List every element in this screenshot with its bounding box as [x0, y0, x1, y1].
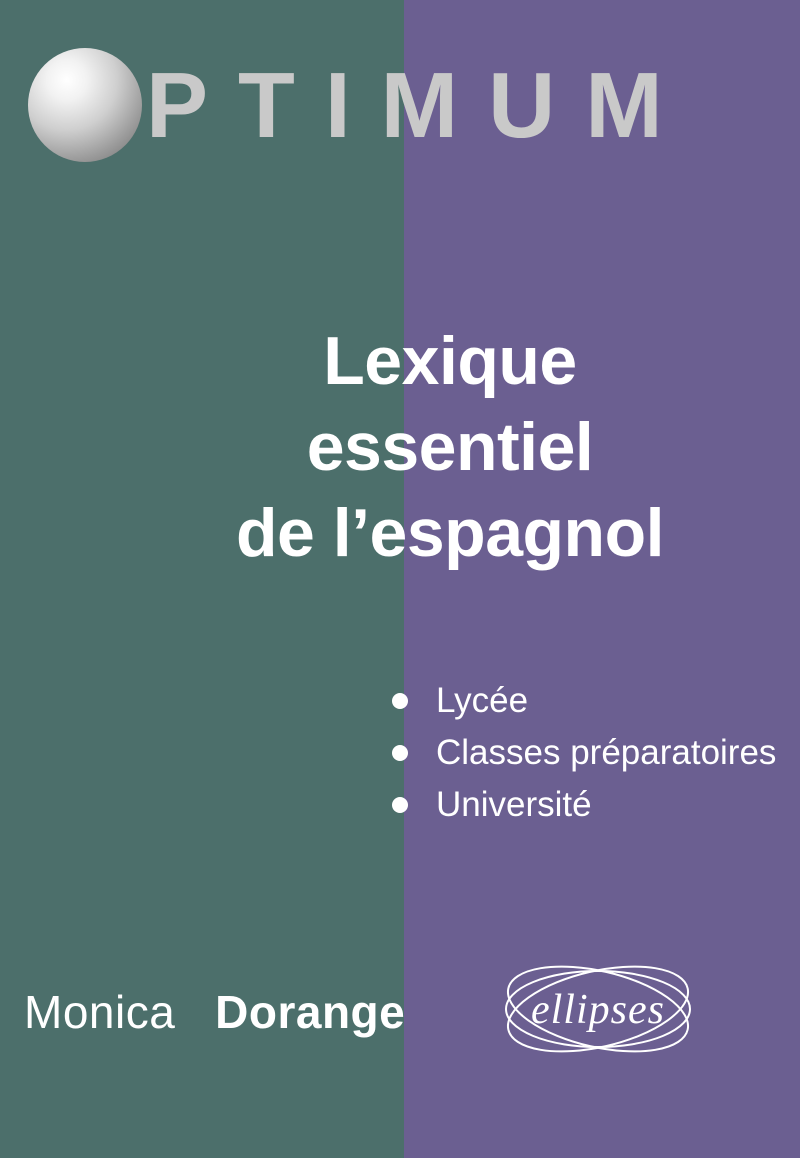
title-line-1: Lexique — [323, 323, 577, 399]
audience-label: Université — [436, 785, 592, 824]
author-first-name: Monica — [24, 986, 176, 1038]
title-line-3: de l’espagnol — [235, 495, 665, 571]
list-item — [392, 675, 792, 727]
audience-label: Lycée — [436, 681, 529, 720]
page-title — [130, 318, 770, 576]
title-line-2: essentiel — [306, 409, 594, 485]
author-name — [24, 985, 405, 1039]
publisher-name: ellipses — [531, 987, 665, 1033]
audience-label: Classes préparatoires — [436, 733, 777, 772]
list-item — [392, 779, 792, 831]
series-name-rest: PTIMUM — [146, 52, 693, 157]
bullet-icon — [392, 797, 408, 813]
bullet-icon — [392, 745, 408, 761]
bullet-icon — [392, 693, 408, 709]
author-last-name: Dorange — [215, 986, 406, 1038]
list-item — [392, 727, 792, 779]
series-logo — [28, 40, 768, 162]
sphere-icon — [28, 48, 142, 162]
publisher-logo — [498, 950, 698, 1068]
audience-list — [392, 675, 792, 831]
series-name — [146, 46, 693, 164]
